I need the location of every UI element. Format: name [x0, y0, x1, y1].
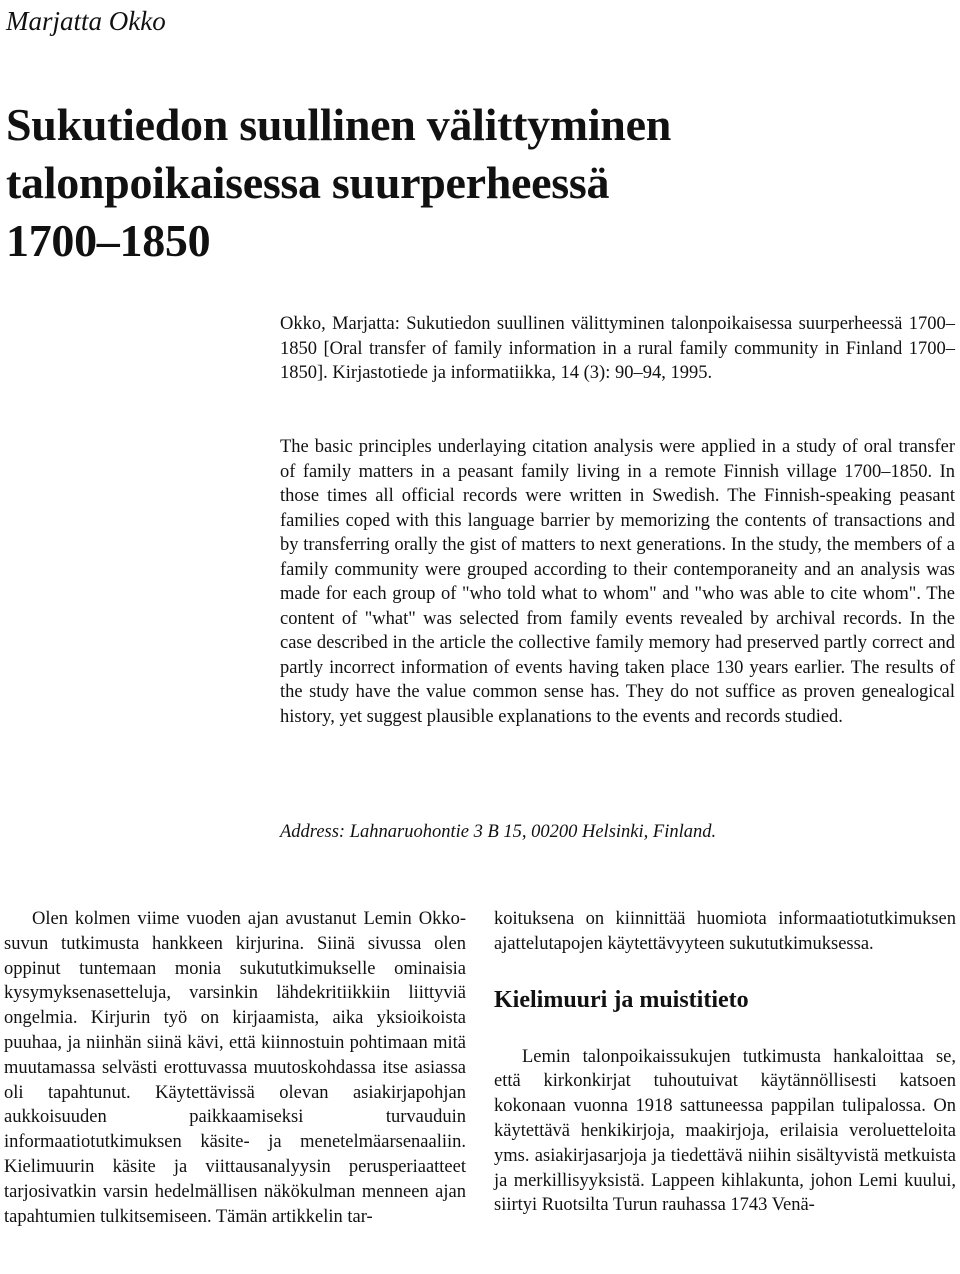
- abstract: The basic principles underlaying citation analysis were applied in a study of oral transfer of family matters in a peasant family living in a remote Finnish village 1700–1850. In those times all official records were written in Swedish. The Finnish-speaking peasant families coped with this language barrier by memorizing the contents of transactions and by transferring orally the gist of matters to next generations. In the study, the members of a family community were grouped according to their contemporaneity and an analysis was made for each group of "who told what to whom" and "who was able to cite whom". The content of "what" was selected from family events revealed by archival records. In the case described in the article the collective family memory had preserved partly correct and partly incorrect information of events having taken place 130 years earlier. The results of the study have the value common sense has. They do not suffice as proven genealogical history, yet suggest plausible explanations to the events and records studied.: [280, 437, 955, 727]
- article-title: [6, 96, 671, 270]
- title-line-3: 1700–1850: [6, 215, 211, 266]
- body-paragraph: Olen kolmen viime vuoden ajan avustanut Lemin Okko-suvun tutkimusta hankkeen kirjurina. Siinä sivussa olen oppinut tuntemaan monia sukututkimukselle ominaisia kysymyksenasetteluja, varsinkin lähdekritiikkiin liittyviä ongelmia. Kirjurin työ on kirjaamista, aika yksioikoista puuhaa, ja niinhän siinä kävi, että kiinnostuin pohtimaan mitä muutamassa selvästi erottuvassa muutoskohdassa itse asiassa oli tapahtunut. Käytettävissä olevan asiakirjapohjan aukkoisuuden paikkaamiseksi turvauduin informaatiotutkimuksen käsite- ja menetelmäarsenaaliin. Kielimuurin käsite ja viittausanalyysin perusperiaatteet tarjosivatkin varsin hedelmällisen näkökulman menneen ajan tapahtumien tulkitsemiseen. Tämän artikkelin tar-: [4, 909, 466, 1227]
- section-heading: Kielimuuri ja muistitieto: [494, 986, 749, 1013]
- bibliographic-citation: Okko, Marjatta: Sukutiedon suullinen välittyminen talonpoikaisessa suurperheessä 1700–1850 [Oral transfer of family information in a rural family community in Finland 1700–1850]. Kirjastotiede ja informatiikka, 14 (3): 90–94, 1995.: [280, 314, 955, 383]
- title-line-1: Sukutiedon suullinen välittyminen: [6, 99, 671, 150]
- body-column-left: [4, 907, 466, 1229]
- body-paragraph: Lemin talonpoikaissukujen tutkimusta hankaloittaa se, että kirkonkirjat tuhoutuivat käytännöllisesti katsoen kokonaan vuonna 1918 sattuneessa pappilan tulipalossa. On käytettävä henkikirjoja, maakirjoja, erilaisia veroluetteloita yms. asiakirjasarjoja ja tiedettävä niihin sisältyvistä metkuista ja merkillisyyksistä. Lappeen kihlakunta, johon Lemi kuului, siirtyi Ruotsilta Turun rauhassa 1743 Venä-: [494, 1046, 956, 1216]
- body-column-right: [494, 907, 956, 1218]
- body-paragraph-continued: koituksena on kiinnittää huomiota informaatiotutkimuksen ajattelutapojen käytettävyyteen sukututkimuksessa.: [494, 909, 956, 954]
- author-name: Marjatta Okko: [6, 6, 166, 36]
- author-address: Address: Lahnaruohontie 3 B 15, 00200 Helsinki, Finland.: [280, 822, 717, 842]
- title-line-2: talonpoikaisessa suurperheessä: [6, 157, 610, 208]
